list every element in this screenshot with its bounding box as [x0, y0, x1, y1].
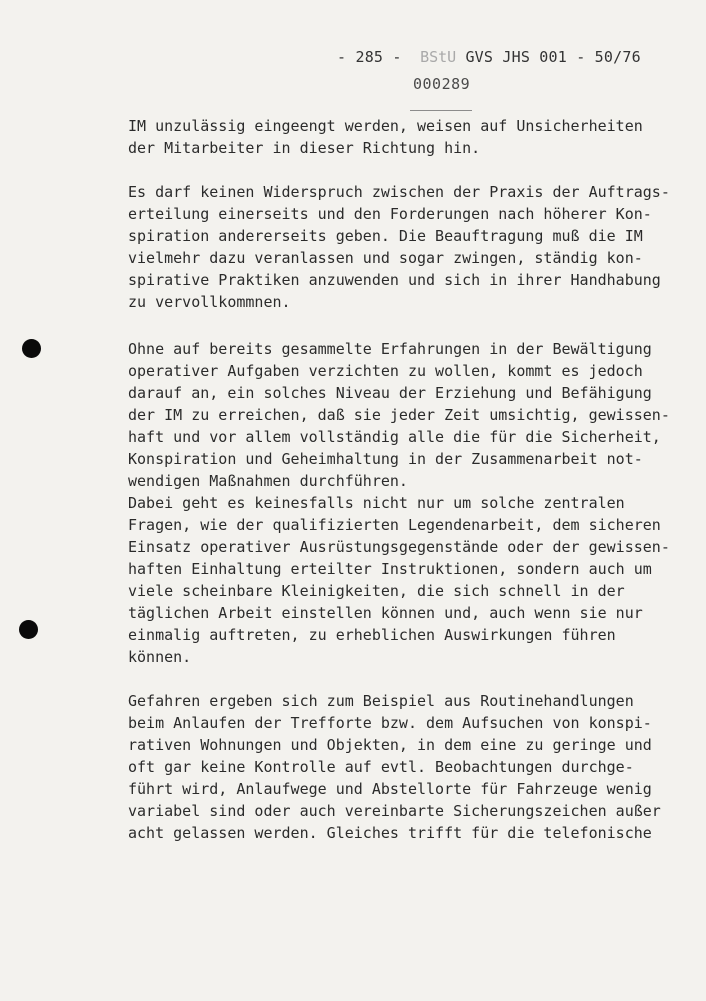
page-number-marker: - 285 -: [337, 48, 402, 66]
punch-hole-bottom: [19, 620, 38, 639]
archive-page-stamp: 000289: [413, 75, 471, 93]
paragraph-1: IM unzulässig eingeengt werden, weisen auf Unsicherheiten der Mitarbeiter in dieser Richtung hin.: [128, 117, 643, 157]
page-header: [337, 48, 641, 66]
document-reference: GVS JHS 001 - 50/76: [465, 48, 641, 66]
stamp-underline: [410, 110, 472, 111]
punch-hole-top: [22, 339, 41, 358]
paragraph-4: Gefahren ergeben sich zum Beispiel aus Routinehandlungen beim Anlaufen der Trefforte bzw. dem Aufsuchen von konspi- rativen Wohnungen und Objekten, in dem eine zu geringe und oft gar keine Kontrolle auf evtl. Beobachtungen durchge- führt wird, Anlaufwege und Abstellorte für Fahrzeuge wenig variabel sind oder auch vereinbarte Sicherungszeichen außer acht gelassen werden. Gleiches trifft für die telefonische: [128, 692, 661, 842]
paragraph-2: Es darf keinen Widerspruch zwischen der Praxis der Auftrags- erteilung einerseits und den Forderungen nach höherer Kon- spiration andererseits geben. Die Beauftragung muß die IM vielmehr dazu veranlassen und sogar zwingen, ständig kon- spirative Praktiken anzuwenden und sich in ihrer Handhabung zu vervollkommnen.: [128, 183, 670, 311]
archive-stamp-mark: BStU: [420, 48, 457, 66]
paragraph-3: Ohne auf bereits gesammelte Erfahrungen in der Bewältigung operativer Aufgaben verzichten zu wollen, kommt es jedoch darauf an, ein solches Niveau der Erziehung und Befähigung der IM zu erreichen, daß sie jeder Zeit umsichtig, gewissen- haft und vor allem vollständig alle die für die Sicherheit, Konspiration und Geheimhaltung in der Zusammenarbeit not- wendigen Maßnahmen durchführen. Dabei geht es keinesfalls nicht nur um solche zentralen Fragen, wie der qualifizierten Legendenarbeit, dem sicheren Einsatz operativer Ausrüstungsgegenstände oder der gewissen- haften Einhaltung erteilter Instruktionen, sondern auch um viele scheinbare Kleinigkeiten, die sich schnell in der täglichen Arbeit einstellen können und, auch wenn sie nur einmalig auftreten, zu erheblichen Auswirkungen führen können.: [128, 340, 670, 666]
